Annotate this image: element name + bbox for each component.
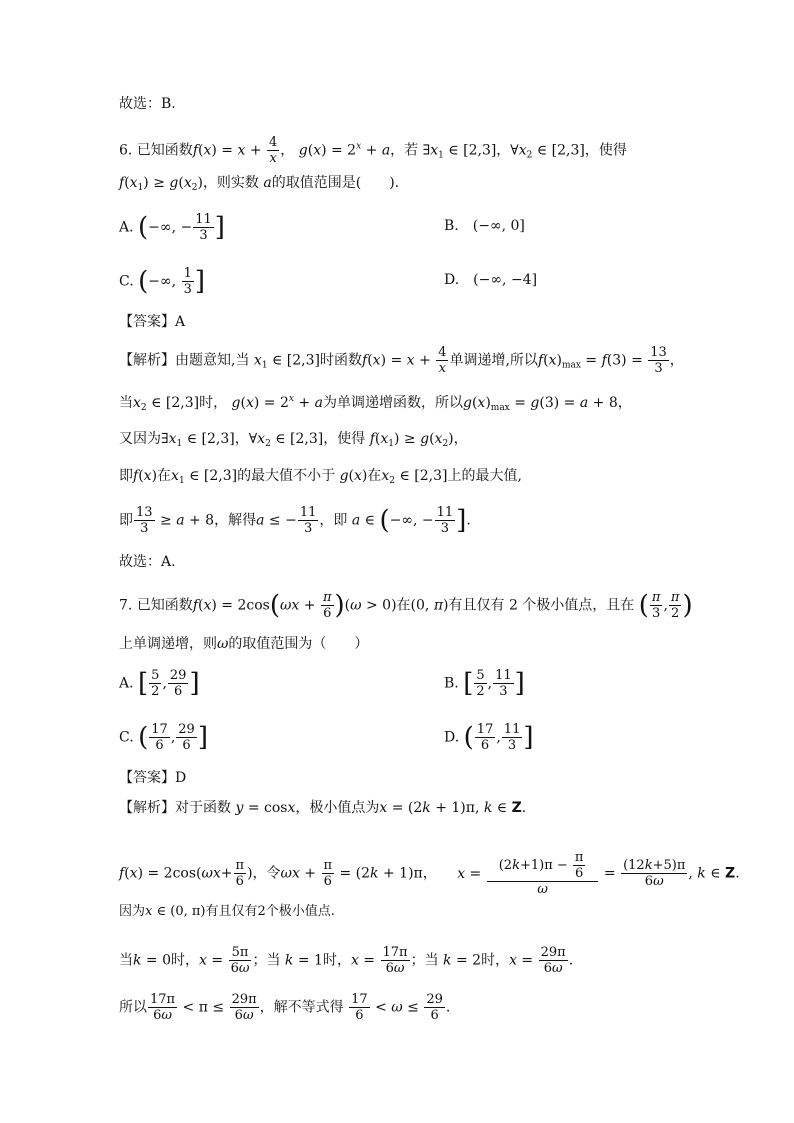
q7-option-c: C. ( $\frac{17}{6}$ , $\frac{29}{6}$ ]: [119, 722, 208, 753]
q6-analysis-line2: 当$x_2$ ∈ [2,3]时， $g(x) = 2^x + a$为单调递增函数，所以$g(x)_{max} = g(3) = a + 8$，: [119, 394, 632, 413]
q6-option-a: A. (−∞, − $\frac{11}{3}$ ]: [119, 212, 225, 243]
q6-analysis-line5: 即 $\frac{13}{3}$ ≥ a + 8，解得a ≤ − $\frac{11}{3}$ ，即 a ∈ (−∞, − $\frac{11}{3}$ ].: [119, 505, 471, 536]
q6-option-b: B. (−∞, 0]: [444, 218, 525, 234]
q7-answer: 【答案】D: [119, 770, 187, 786]
q6-stem-line1: 6. 已知函数f(x) = x + $\frac{4}{x}$ ， $g(x) = 2^x + a$，若 $\exists x_1$ ∈ [2,3]，$\forall x_2$ ∈ [2,3]，使得: [119, 135, 627, 166]
q6-stem-line2: $f(x_1) \ge g(x_2)$，则实数 a的取值范围是( ).: [119, 175, 400, 193]
q6-analysis-line1: 【解析】由题意知,当 $x_1$ ∈ [2,3]时函数f(x) = x + $\frac{4}{x}$ 单调递增,所以$f(x)_{max} = f(3)$ = $\frac{13}{3}$ ，: [119, 345, 684, 376]
q6-option-c: C. (−∞, $\frac{1}{3}$ ]: [119, 266, 206, 297]
q7-analysis-line4: 当k = 0时，x = $\frac{5\pi}{6\omega}$ ；当 k = 1时，x = $\frac{17\pi}{6\omega}$ ；当 k = 2时，x = $\frac{29\pi}{6\omega}$ .: [119, 945, 574, 976]
q7-stem-line2: 上单调递增，则ω的取值范围为（ ）: [119, 636, 369, 652]
q6-analysis-line4: 即f(x)在$x_1$ ∈ [2,3]的最大值不小于 g(x)在$x_2$ ∈ [2,3]上的最大值,: [119, 468, 522, 486]
q7-number: 7.: [119, 597, 133, 614]
prev-choice-line: 故选：B.: [119, 96, 176, 112]
q7-option-a: A. [ $\frac{5}{2}$ , $\frac{29}{6}$ ]: [119, 668, 200, 699]
q7-analysis-line2: f(x) = 2cos(ωx+ $\frac{\pi}{6}$ )，令ωx + $\frac{\pi}{6}$ = (2k + 1)π， x = (2k+1)π − $\frac{\pi}{6}$ ω = $\frac{(12k+5)\pi}{6\omega}$ , k ∈ Z.: [119, 850, 740, 897]
q7-option-d: D. ( $\frac{17}{6}$ , $\frac{11}{3}$ ]: [444, 722, 534, 753]
q7-analysis-line1: 【解析】对于函数 y = cosx，极小值点为x = (2k + 1)π, k ∈ Z.: [119, 800, 527, 816]
q6-number: 6.: [119, 142, 133, 159]
q7-option-b: B. [ $\frac{5}{2}$ , $\frac{11}{3}$ ]: [444, 668, 525, 699]
q6-choice: 故选：A.: [119, 554, 176, 570]
q6-option-d: D. (−∞, −4]: [444, 272, 538, 288]
q7-analysis-line3: 因为x ∈ (0, π)有且仅有2个极小值点.: [119, 904, 335, 919]
q7-stem-line1: 7. 已知函数f(x) = 2cos(ωx + $\frac{\pi}{6}$ )(ω > 0)在(0, π)有且仅有 2 个极小值点，且在 ( $\frac{\pi}{3}$ , $\frac{\pi}{2}$ ): [119, 590, 693, 621]
q6-answer: 【答案】A: [119, 314, 186, 330]
q7-analysis-line5: 所以 $\frac{17\pi}{6\omega}$ < π ≤ $\frac{29\pi}{6\omega}$ ，解不等式得 $\frac{17}{6}$ < ω ≤ $\frac{29}{6}$ .: [119, 992, 451, 1023]
q6-analysis-line3: 又因为$\exists x_1$ ∈ [2,3]，$\forall x_2$ ∈ [2,3]，使得 $f(x_1) \ge g(x_2)$，: [119, 431, 468, 449]
fraction: $\frac{4}{x}$: [269, 135, 278, 166]
